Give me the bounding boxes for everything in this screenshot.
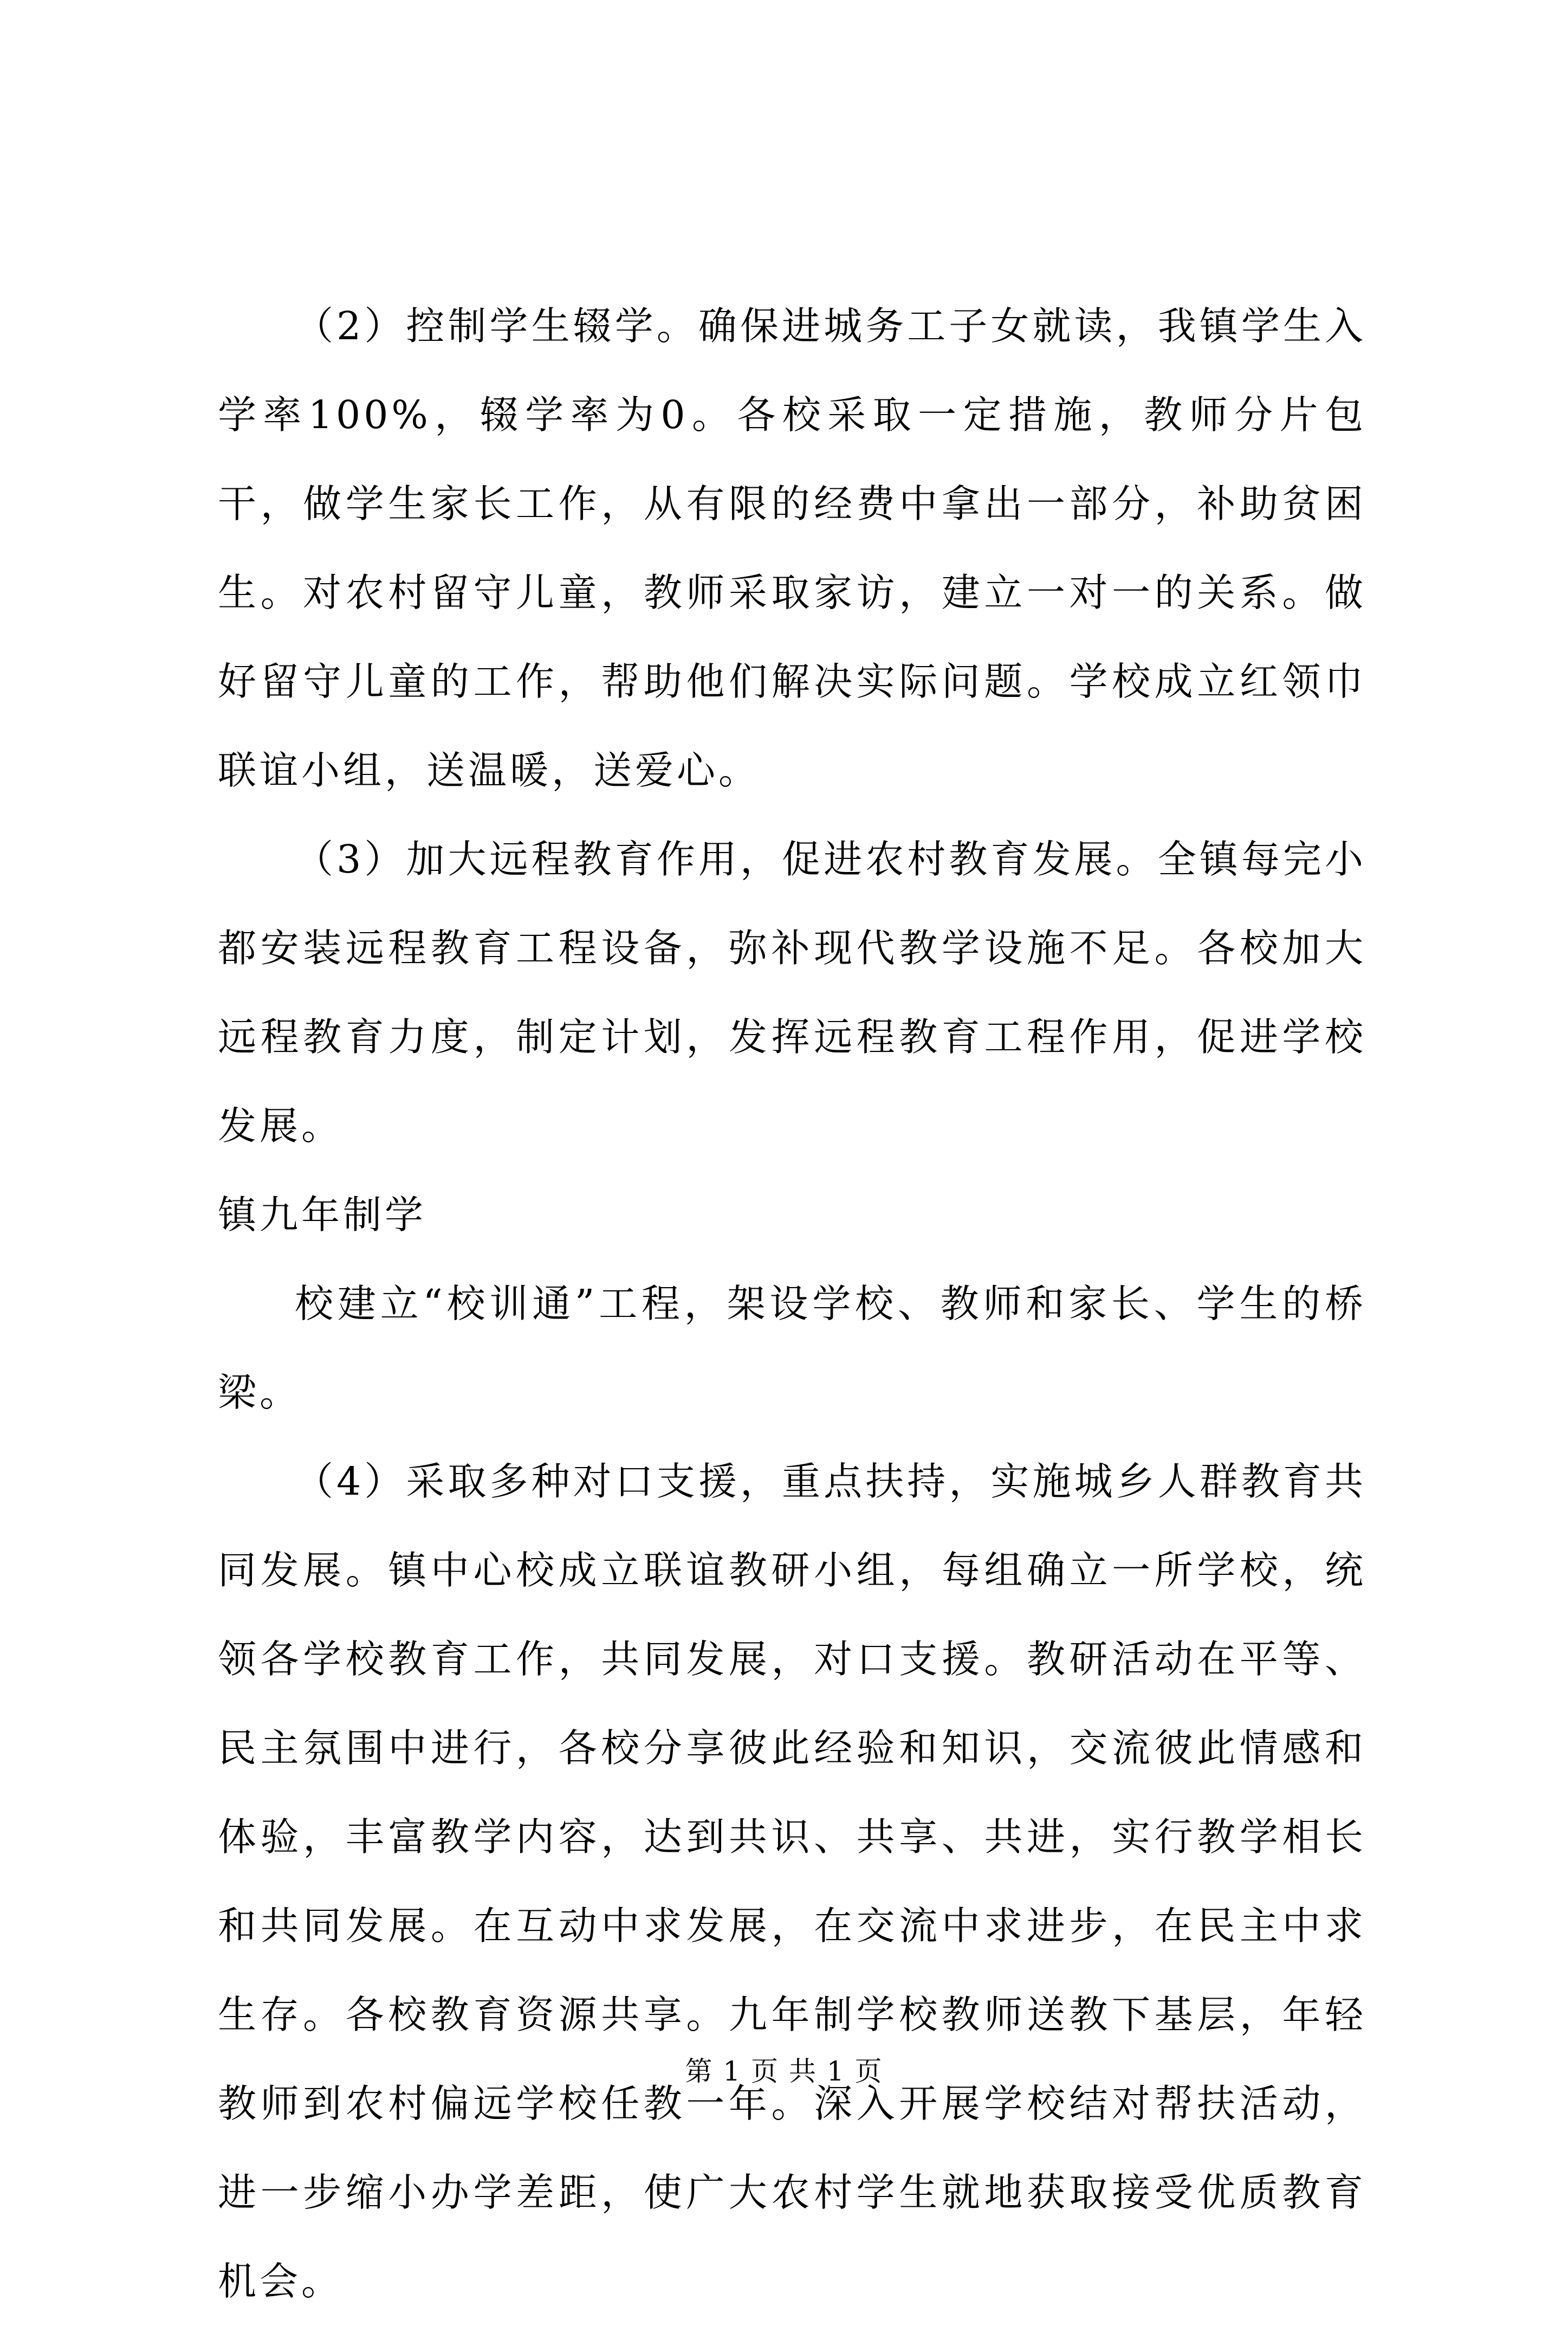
paragraph-school-link: 校建立“校训通”工程，架设学校、教师和家长、学生的桥梁。 [218,1281,1366,1415]
paragraph-control-dropout: （2）控制学生辍学。确保进城务工子女就读，我镇学生入学率100%，辍学率为0。各校采取一定措施，教师分片包干，做学生家长工作，从有限的经费中拿出一部分，补助贫困生。对农村留守儿童，教师采取家访，建立一对一的关系。做好留守儿童的工作，帮助他们解决实际问题。学校成立红领巾联谊小组，送温暖，送爱心。 [218,303,1366,793]
document-body [218,282,1366,2326]
paragraph-counterpart-support: （4）采取多种对口支援，重点扶持，实施城乡人群教育共同发展。镇中心校成立联谊教研小组，每组确立一所学校，统领各学校教育工作，共同发展，对口支援。教研活动在平等、民主氛围中进行，各校分享彼此经验和知识，交流彼此情感和体验，丰富教学内容，达到共识、共享、共进，实行教学相长和共同发展。在互动中求发展，在交流中求进步，在民主中求生存。各校教育资源共享。九年制学校教师送教下基层，年轻教师到农村偏远学校任教一年。深入开展学校结对帮扶活动，进一步缩小办学差距，使广大农村学生就地获取接受优质教育机会。 [218,1459,1366,2304]
paragraph-fragment: 镇九年制学 [218,1192,427,1237]
paragraph-remote-education: （3）加大远程教育作用，促进农村教育发展。全镇每完小都安装远程教育工程设备，弥补现代教学设施不足。各校加大远程教育力度，制定计划，发挥远程教育工程作用，促进学校发展。 [218,837,1366,1148]
page-footer: 第 1 页 共 1 页 [685,2056,883,2087]
